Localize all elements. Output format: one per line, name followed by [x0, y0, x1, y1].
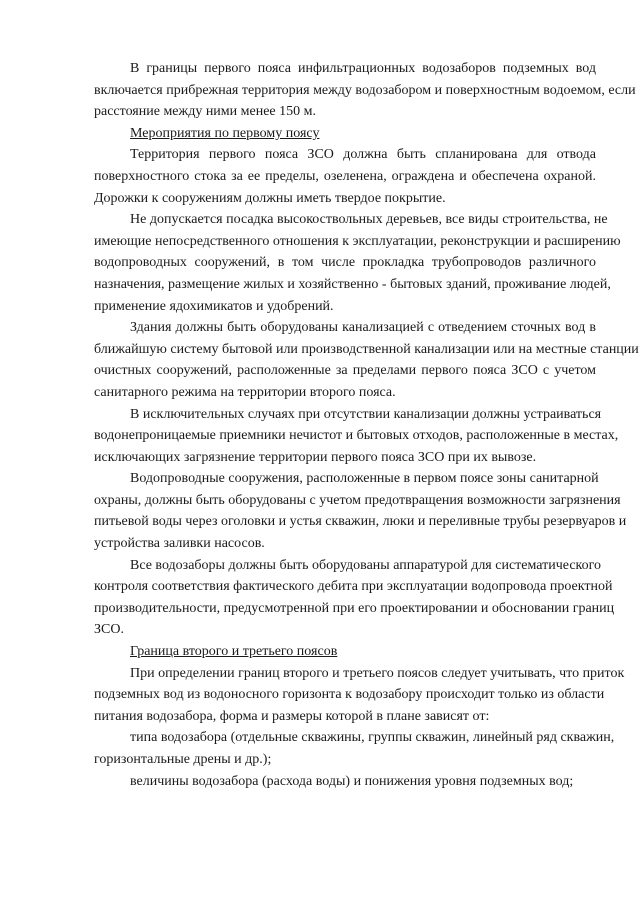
- text-line: ЗСО.: [94, 622, 124, 638]
- text-line: величины водозабора (расхода воды) и понижения уровня подземных вод;: [130, 773, 574, 789]
- paragraph: [94, 468, 627, 554]
- text-line: Дорожки к сооружениям должны иметь твердое покрытие.: [94, 190, 446, 206]
- text-line: производительности, предусмотренной при его проектировании и обосновании границ: [94, 600, 615, 616]
- text-line: поверхностного стока за ее пределы, озеленена, ограждена и обеспечена охраной.: [94, 168, 596, 184]
- text-line: подземных вод из водоносного горизонта к водозабору происходит только из области: [94, 687, 605, 703]
- text-line: устройства заливки насосов.: [94, 536, 265, 552]
- text-line: При определении границ второго и третьего поясов следует учитывать, что приток: [130, 665, 625, 681]
- text-line: Территория первого пояса ЗСО должна быть спланирована для отвода: [130, 147, 596, 163]
- paragraph: [94, 144, 596, 209]
- text-line: исключающих загрязнение территории первого пояса ЗСО при их вывозе.: [94, 449, 537, 465]
- paragraph: [94, 58, 636, 123]
- paragraph: [94, 771, 596, 793]
- text-line: Здания должны быть оборудованы канализацией с отведением сточных вод в: [130, 320, 596, 336]
- paragraph: [94, 663, 625, 728]
- text-line: Все водозаборы должны быть оборудованы аппаратурой для систематического: [130, 557, 602, 573]
- text-line: контроля соответствия фактического дебита при эксплуатации водопровода проектной: [94, 579, 613, 595]
- text-line: очистных сооружений, расположенные за пределами первого пояса ЗСО с учетом: [94, 363, 596, 379]
- text-line: Водопроводные сооружения, расположенные в первом поясе зоны санитарной: [130, 471, 599, 487]
- text-line: охраны, должны быть оборудованы с учетом предотвращения возможности загрязнения: [94, 492, 621, 508]
- text-line: типа водозабора (отдельные скважины, группы скважин, линейный ряд скважин,: [130, 730, 615, 746]
- text-line: ближайшую систему бытовой или производственной канализации или на местные станции: [94, 341, 639, 357]
- paragraph: [94, 555, 615, 641]
- document-body: [94, 58, 639, 792]
- paragraph: [94, 209, 621, 317]
- paragraph: [94, 727, 615, 770]
- text-line: назначения, размещение жилых и хозяйственно - бытовых зданий, проживание людей,: [94, 276, 611, 292]
- text-line: В границы первого пояса инфильтрационных водозаборов подземных вод: [130, 61, 596, 76]
- text-line: расстояние между ними менее 150 м.: [94, 104, 317, 120]
- text-line: питания водозабора, форма и размеры которой в плане зависят от:: [94, 708, 490, 724]
- section-heading: [94, 641, 596, 663]
- heading-text: Мероприятия по первому поясу: [130, 125, 320, 141]
- text-line: Не допускается посадка высокоствольных деревьев, все виды строительства, не: [130, 212, 608, 228]
- text-line: водопроводных сооружений, в том числе прокладка трубопроводов различного: [94, 255, 596, 271]
- text-line: включается прибрежная территория между водозабором и поверхностным водоемом, если: [94, 82, 636, 98]
- section-heading: [94, 123, 596, 145]
- text-line: водонепроницаемые приемники нечистот и бытовых отходов, расположенные в местах,: [94, 428, 619, 444]
- heading-text: Граница второго и третьего поясов: [130, 644, 338, 660]
- paragraph: [94, 317, 639, 403]
- text-line: санитарного режима на территории второго пояса.: [94, 384, 396, 400]
- paragraph: [94, 404, 619, 469]
- text-line: питьевой воды через оголовки и устья скважин, люки и переливные трубы резервуаров и: [94, 514, 627, 530]
- text-line: горизонтальные дрены и др.);: [94, 752, 272, 767]
- text-line: имеющие непосредственного отношения к эксплуатации, реконструкции и расширению: [94, 233, 621, 249]
- text-line: применение ядохимикатов и удобрений.: [94, 298, 334, 314]
- text-line: В исключительных случаях при отсутствии канализации должны устраиваться: [130, 406, 602, 422]
